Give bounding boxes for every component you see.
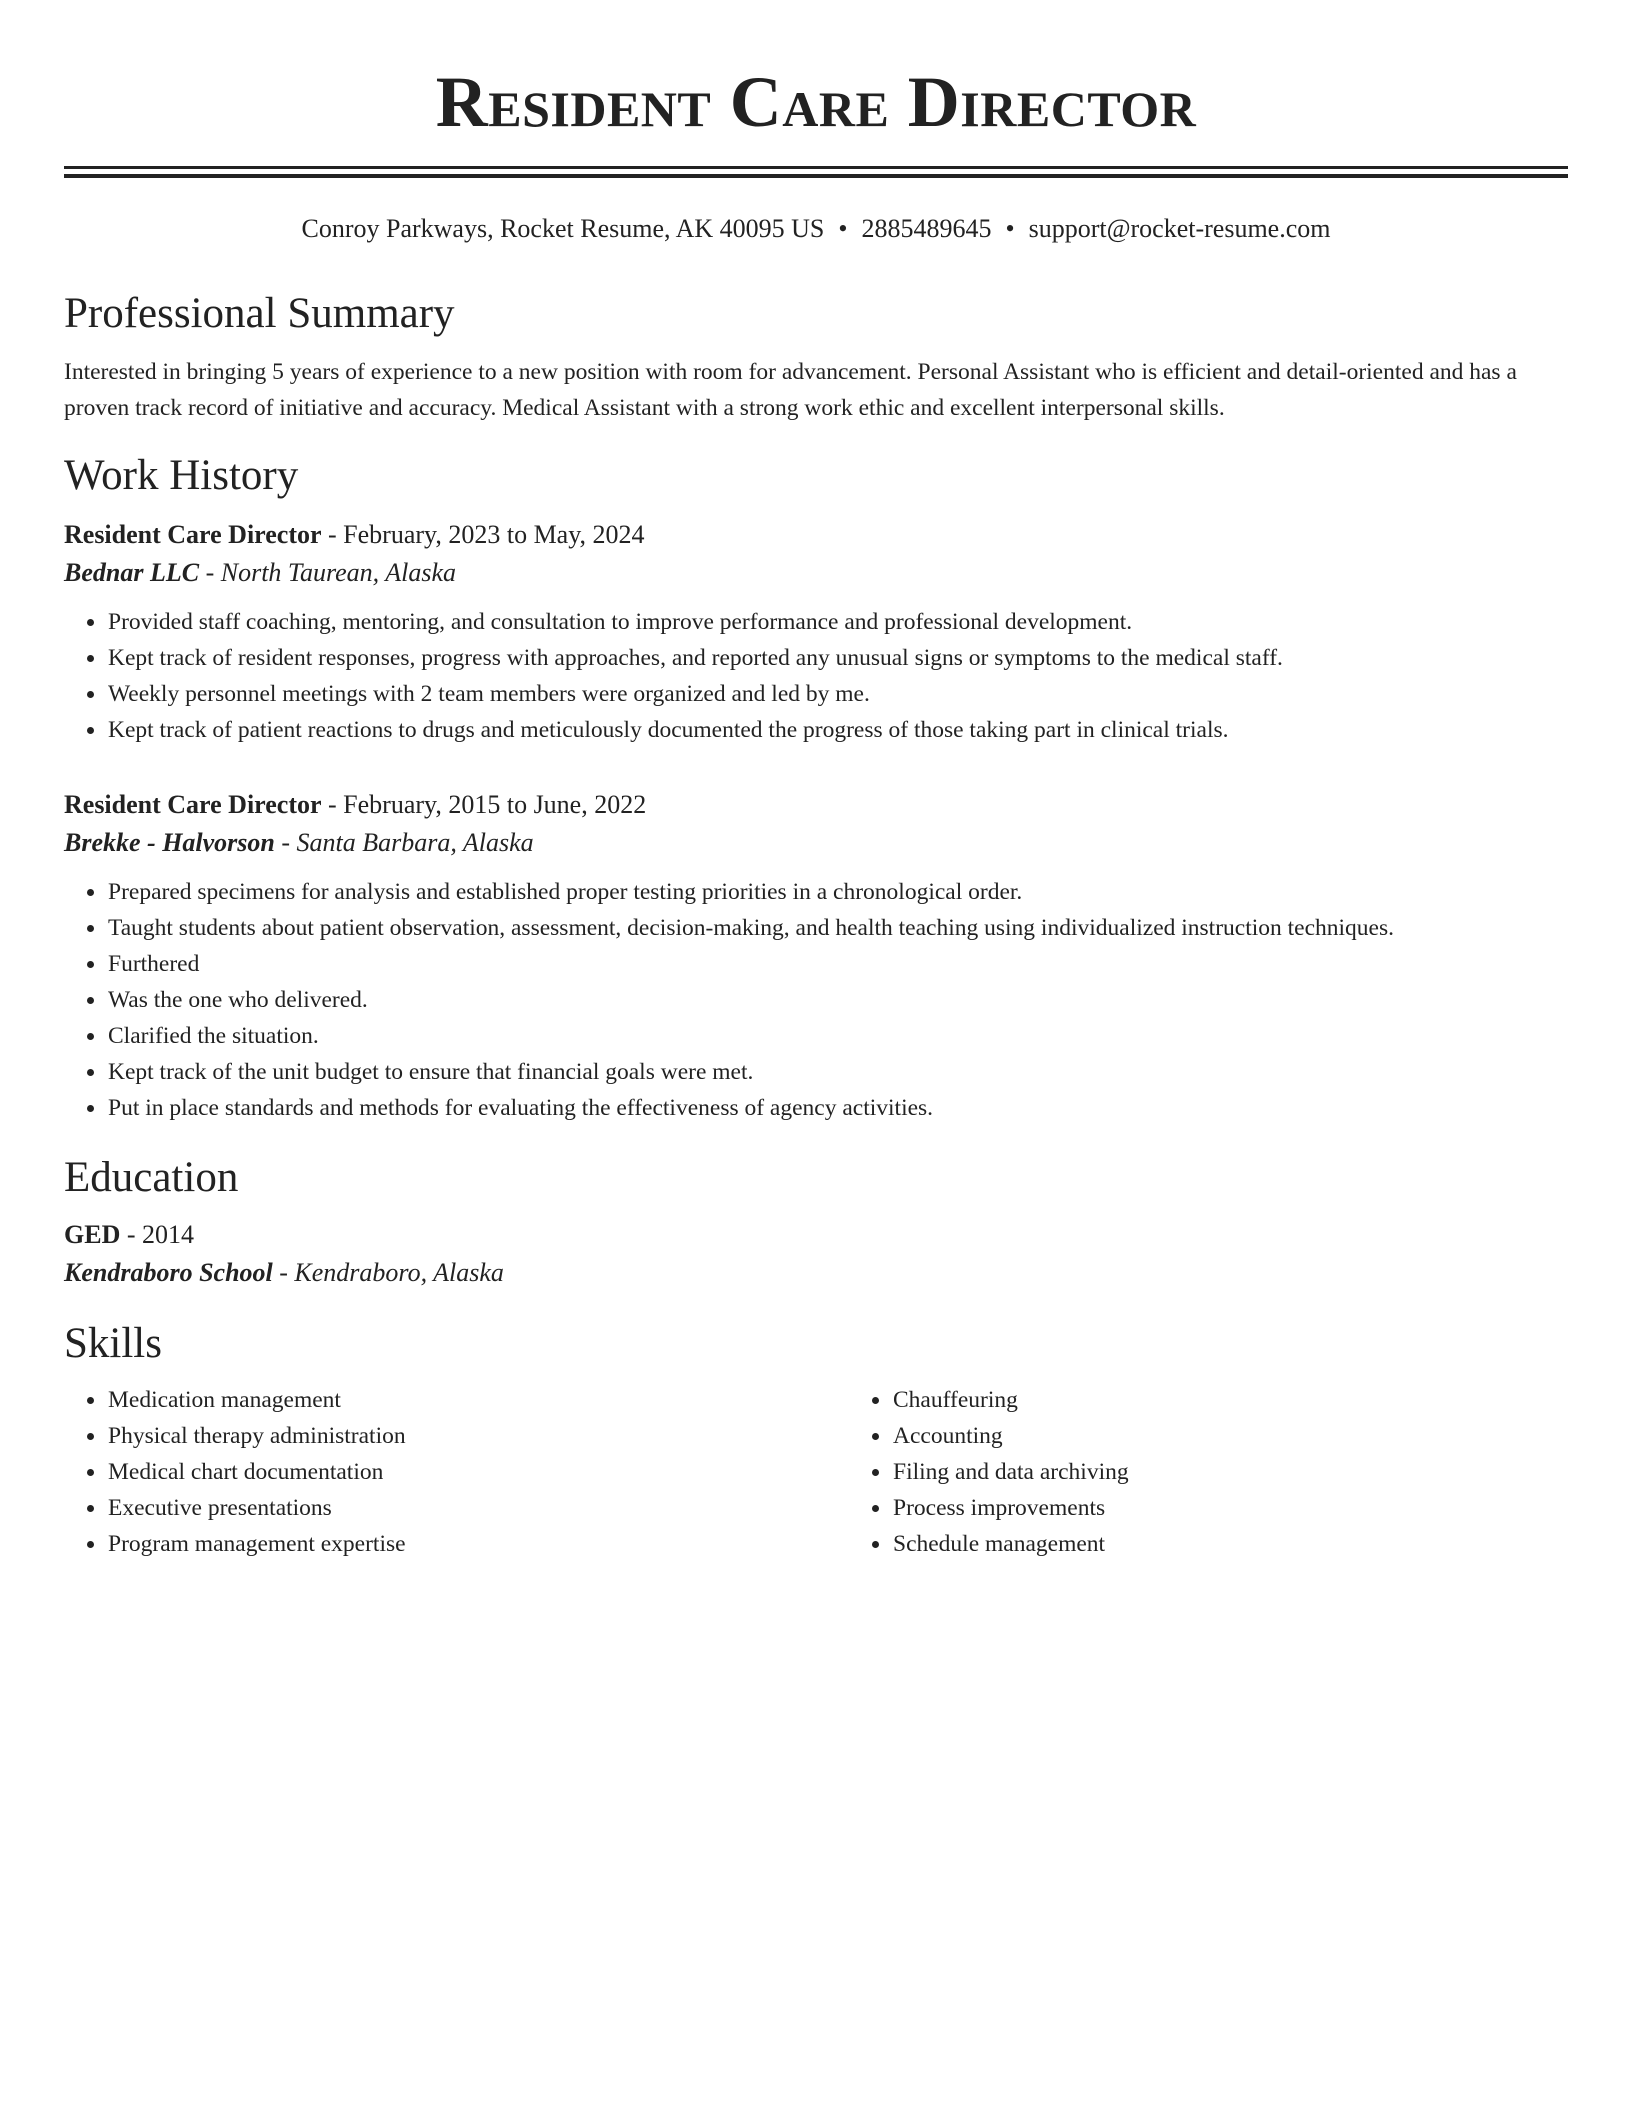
job-duty: • Weekly personnel meetings with 2 team members were organized and led by me. [107, 676, 1568, 712]
job-duties-list [64, 874, 1568, 1126]
job-entry [64, 516, 1568, 748]
job-duty: • Furthered [107, 946, 1568, 982]
skill-item: • Physical therapy administration [107, 1418, 849, 1454]
job-location: - Santa Barbara, Alaska [274, 828, 534, 857]
education-year: - 2014 [120, 1220, 195, 1249]
job-role: Resident Care Director [64, 790, 322, 819]
contact-address: Conroy Parkways, Rocket Resume, AK 40095 US [301, 214, 825, 243]
education-degree: GED [64, 1220, 121, 1249]
skill-item: • Executive presentations [107, 1490, 849, 1526]
job-dates: - February, 2015 to June, 2022 [321, 790, 647, 819]
education-degree-line [64, 1216, 1568, 1254]
skills-columns [64, 1382, 1568, 1562]
education-section [64, 1152, 1568, 1292]
contact-email: support@rocket-resume.com [1028, 214, 1331, 243]
job-company: Brekke - Halvorson [64, 828, 275, 857]
job-duty: • Taught students about patient observation, assessment, decision-making, and health teaching using individualized instruction techniques. [107, 910, 1568, 946]
education-location: - Kendraboro, Alaska [272, 1258, 504, 1287]
skill-item: • Process improvements [892, 1490, 1129, 1526]
job-employer [64, 554, 1568, 592]
job-duty: • Kept track of resident responses, progress with approaches, and reported any unusual signs or symptoms to the medical staff. [107, 640, 1568, 676]
skills-section [64, 1318, 1568, 1562]
contact-separator: • [838, 214, 848, 243]
education-school: Kendraboro School [64, 1258, 273, 1287]
title-divider-bottom [64, 174, 1568, 178]
job-dates: - February, 2023 to May, 2024 [321, 520, 645, 549]
skills-list-left [64, 1382, 849, 1562]
job-duties-list [64, 604, 1568, 748]
job-header [64, 786, 1568, 824]
job-header [64, 516, 1568, 554]
skill-item: • Chauffeuring [892, 1382, 1129, 1418]
job-duty: • Provided staff coaching, mentoring, and consultation to improve performance and professional development. [107, 604, 1568, 640]
education-heading: Education [64, 1154, 239, 1201]
skill-item: • Filing and data archiving [892, 1454, 1129, 1490]
contact-phone: 2885489645 [861, 214, 992, 243]
skills-heading: Skills [64, 1320, 162, 1367]
summary-section [64, 288, 1568, 426]
job-employer [64, 824, 1568, 862]
job-duty: • Put in place standards and methods for evaluating the effectiveness of agency activities. [107, 1090, 1568, 1126]
job-entry [64, 786, 1568, 1126]
education-school-line [64, 1254, 1568, 1292]
job-duty: • Kept track of patient reactions to drugs and meticulously documented the progress of those taking part in clinical trials. [107, 712, 1568, 748]
job-duty: • Prepared specimens for analysis and established proper testing priorities in a chronological order. [107, 874, 1568, 910]
resume-title: Resident Care Director [435, 62, 1197, 142]
contact-line [64, 212, 1568, 246]
title-divider-top [64, 166, 1568, 169]
skills-list-right [849, 1382, 1129, 1562]
skill-item: • Program management expertise [107, 1526, 849, 1562]
job-location: - North Taurean, Alaska [199, 558, 456, 587]
job-role: Resident Care Director [64, 520, 322, 549]
work-history-heading: Work History [64, 452, 299, 499]
summary-heading: Professional Summary [64, 290, 455, 337]
contact-separator: • [1005, 214, 1015, 243]
skill-item: • Schedule management [892, 1526, 1129, 1562]
job-company: Bednar LLC [64, 558, 200, 587]
skill-item: • Medical chart documentation [107, 1454, 849, 1490]
job-duty: • Was the one who delivered. [107, 982, 1568, 1018]
job-duty: • Clarified the situation. [107, 1018, 1568, 1054]
job-duty: • Kept track of the unit budget to ensure that financial goals were met. [107, 1054, 1568, 1090]
summary-text: Interested in bringing 5 years of experience to a new position with room for advancement. Personal Assistant who is efficient and detail-oriented and has a proven track record of initiative and accuracy. Medical Assistant with a strong work ethic and excellent interpersonal skills. [64, 359, 1517, 421]
skill-item: • Accounting [892, 1418, 1129, 1454]
work-history-section [64, 450, 1568, 1126]
skill-item: • Medication management [107, 1382, 849, 1418]
